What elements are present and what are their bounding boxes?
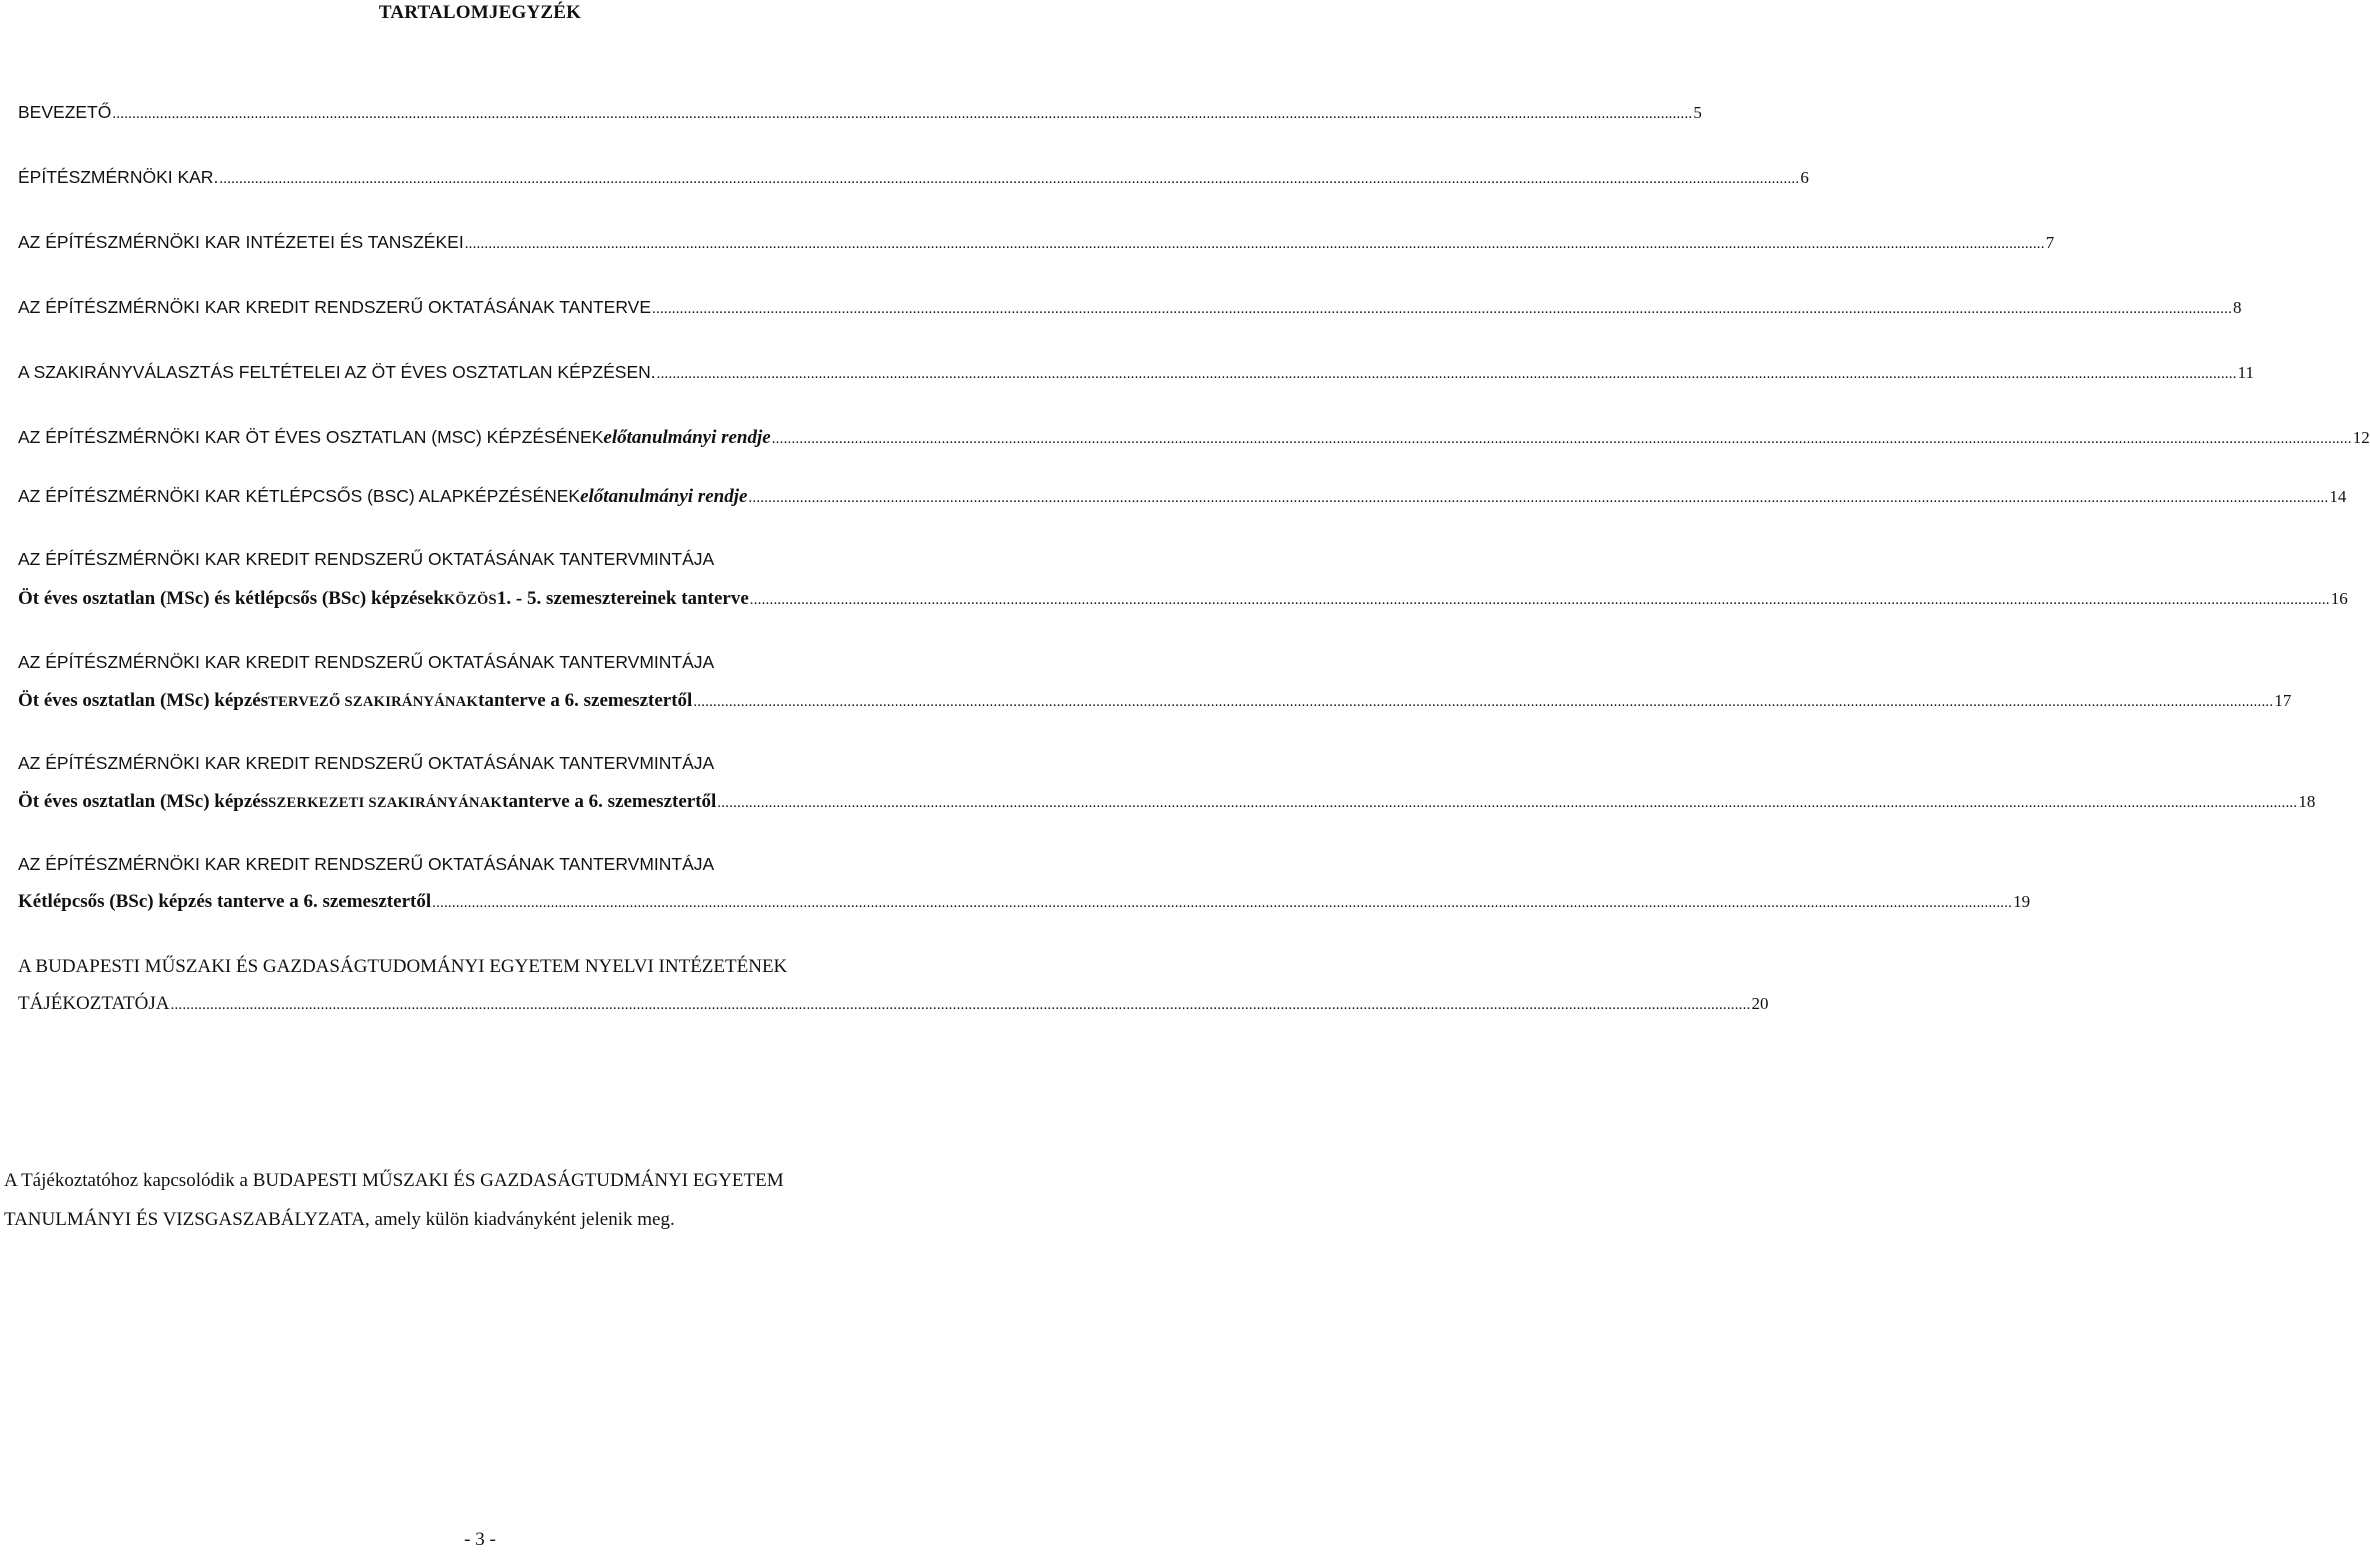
toc-entry-title: BEVEZETŐ (18, 102, 112, 122)
dot-leader: ................................................................................................................................................................................................................................................................................................................................................................................................................ (749, 592, 2330, 608)
toc-page-number: 14 (2329, 487, 2347, 506)
toc-entry-title: AZ ÉPÍTÉSZMÉRNÖKI KAR INTÉZETEI ÉS TANSZÉKEI (18, 232, 464, 252)
dot-leader: ................................................................................................................................................................................................................................................................................................................................................................................................................ (112, 106, 1693, 122)
note-line-1: A Tájékoztatóhoz kapcsolódik a BUDAPESTI MŰSZAKI ÉS GAZDASÁGTUDMÁNYI EGYETEM (4, 1170, 784, 1191)
toc-entry-tanterv[interactable] (18, 294, 2242, 320)
toc-entry-title: Öt éves osztatlan (MSc) és kétlépcsős (BSc) képzések (18, 588, 444, 609)
toc-entry-bsc-elotanulmanyi[interactable] (18, 483, 2347, 509)
toc-page-number: 12 (2352, 428, 2370, 447)
toc-section-heading: AZ ÉPÍTÉSZMÉRNÖKI KAR KREDIT RENDSZERŰ OKTATÁSÁNAK TANTERVMINTÁJA (18, 854, 715, 874)
dot-leader: ................................................................................................................................................................................................................................................................................................................................................................................................................ (693, 694, 2274, 710)
toc-page-number: 17 (2274, 691, 2292, 710)
toc-entry-title: TÁJÉKOZTATÓJA (18, 993, 170, 1014)
dot-leader: ................................................................................................................................................................................................................................................................................................................................................................................................................ (748, 490, 2329, 506)
dot-leader: ................................................................................................................................................................................................................................................................................................................................................................................................................ (652, 301, 2233, 317)
toc-entry-bevezeto[interactable] (18, 99, 1702, 125)
toc-page-number: 20 (1751, 994, 1769, 1013)
toc-entry-title: AZ ÉPÍTÉSZMÉRNÖKI KAR KREDIT RENDSZERŰ OKTATÁSÁNAK TANTERVE (18, 297, 652, 317)
toc-entry-title: Öt éves osztatlan (MSc) képzés (18, 690, 269, 711)
toc-entry-msc-elotanulmanyi[interactable] (18, 424, 2370, 450)
toc-entry-nyelvi-intezet[interactable] (18, 991, 1769, 1017)
toc-entry-title: Kétlépcsős (BSc) képzés tanterve a 6. szemesztertől (18, 891, 432, 912)
toc-entry-kozos-tanterv[interactable] (18, 586, 2348, 612)
toc-section-heading: AZ ÉPÍTÉSZMÉRNÖKI KAR KREDIT RENDSZERŰ OKTATÁSÁNAK TANTERVMINTÁJA (18, 753, 715, 773)
toc-page-number: 5 (1693, 103, 1702, 122)
toc-entry-title-end: tanterve a 6. szemesztertől (478, 690, 693, 711)
toc-section-heading: A BUDAPESTI MŰSZAKI ÉS GAZDASÁGTUDOMÁNYI EGYETEM NYELVI INTÉZETÉNEK (18, 956, 788, 977)
toc-entry-emphasis: előtanulmányi rendje (580, 486, 748, 507)
toc-entry-title-end: 1. - 5. szemesztereinek tanterve (496, 588, 749, 609)
toc-entry-title: ÉPÍTÉSZMÉRNÖKI KAR. (18, 167, 219, 187)
dot-leader: ................................................................................................................................................................................................................................................................................................................................................................................................................ (771, 431, 2352, 447)
dot-leader: ................................................................................................................................................................................................................................................................................................................................................................................................................ (717, 795, 2298, 811)
toc-section-heading: AZ ÉPÍTÉSZMÉRNÖKI KAR KREDIT RENDSZERŰ OKTATÁSÁNAK TANTERVMINTÁJA (18, 549, 715, 569)
toc-entry-epiteszmernoki-kar[interactable] (18, 164, 1809, 190)
toc-page-number: 16 (2330, 589, 2348, 608)
toc-entry-title: AZ ÉPÍTÉSZMÉRNÖKI KAR ÖT ÉVES OSZTATLAN (MSC) KÉPZÉSÉNEK (18, 427, 604, 447)
toc-page-number: 18 (2298, 792, 2316, 811)
dot-leader: ................................................................................................................................................................................................................................................................................................................................................................................................................ (432, 895, 2013, 911)
dot-leader: ................................................................................................................................................................................................................................................................................................................................................................................................................ (656, 366, 2237, 382)
toc-entry-title: Öt éves osztatlan (MSc) képzés (18, 791, 269, 812)
toc-entry-emphasis: előtanulmányi rendje (603, 427, 771, 448)
toc-entry-smallcaps: TERVEZŐ SZAKIRÁNYÁNAK (268, 694, 479, 710)
toc-entry-title-end: tanterve a 6. szemesztertől (502, 791, 717, 812)
toc-entry-title: AZ ÉPÍTÉSZMÉRNÖKI KAR KÉTLÉPCSŐS (BSC) ALAPKÉPZÉSÉNEK (18, 486, 581, 506)
toc-page-number: 6 (1800, 168, 1809, 187)
toc-entry-smallcaps: KÖZÖS (443, 592, 497, 608)
dot-leader: ................................................................................................................................................................................................................................................................................................................................................................................................................ (219, 171, 1800, 187)
toc-entry-tervezo-szakirany[interactable] (18, 688, 2292, 714)
dot-leader: ................................................................................................................................................................................................................................................................................................................................................................................................................ (464, 236, 2045, 252)
toc-entry-szakiranyvalasztas[interactable] (18, 359, 2255, 385)
dot-leader: ................................................................................................................................................................................................................................................................................................................................................................................................................ (170, 997, 1751, 1013)
toc-page-number: 19 (2013, 892, 2031, 911)
toc-page-number: 7 (2045, 233, 2055, 252)
toc-section-heading: AZ ÉPÍTÉSZMÉRNÖKI KAR KREDIT RENDSZERŰ OKTATÁSÁNAK TANTERVMINTÁJA (18, 652, 715, 672)
page-title: TARTALOMJEGYZÉK (378, 2, 582, 23)
toc-entry-bsc-tanterv[interactable] (18, 889, 2031, 915)
note-line-2: TANULMÁNYI ÉS VIZSGASZABÁLYZATA, amely külön kiadványként jelenik meg. (4, 1209, 675, 1230)
toc-entry-smallcaps: SZERKEZETI SZAKIRÁNYÁNAK (268, 795, 503, 811)
toc-entry-intezetek[interactable] (18, 229, 2055, 255)
page-number: - 3 - (464, 1529, 496, 1550)
toc-entry-title: A SZAKIRÁNYVÁLASZTÁS FELTÉTELEI AZ ÖT ÉVES OSZTATLAN KÉPZÉSEN. (18, 362, 656, 382)
toc-entry-szerkezeti-szakirany[interactable] (18, 789, 2316, 815)
toc-page-number: 11 (2237, 363, 2255, 382)
toc-page-number: 8 (2233, 298, 2242, 317)
